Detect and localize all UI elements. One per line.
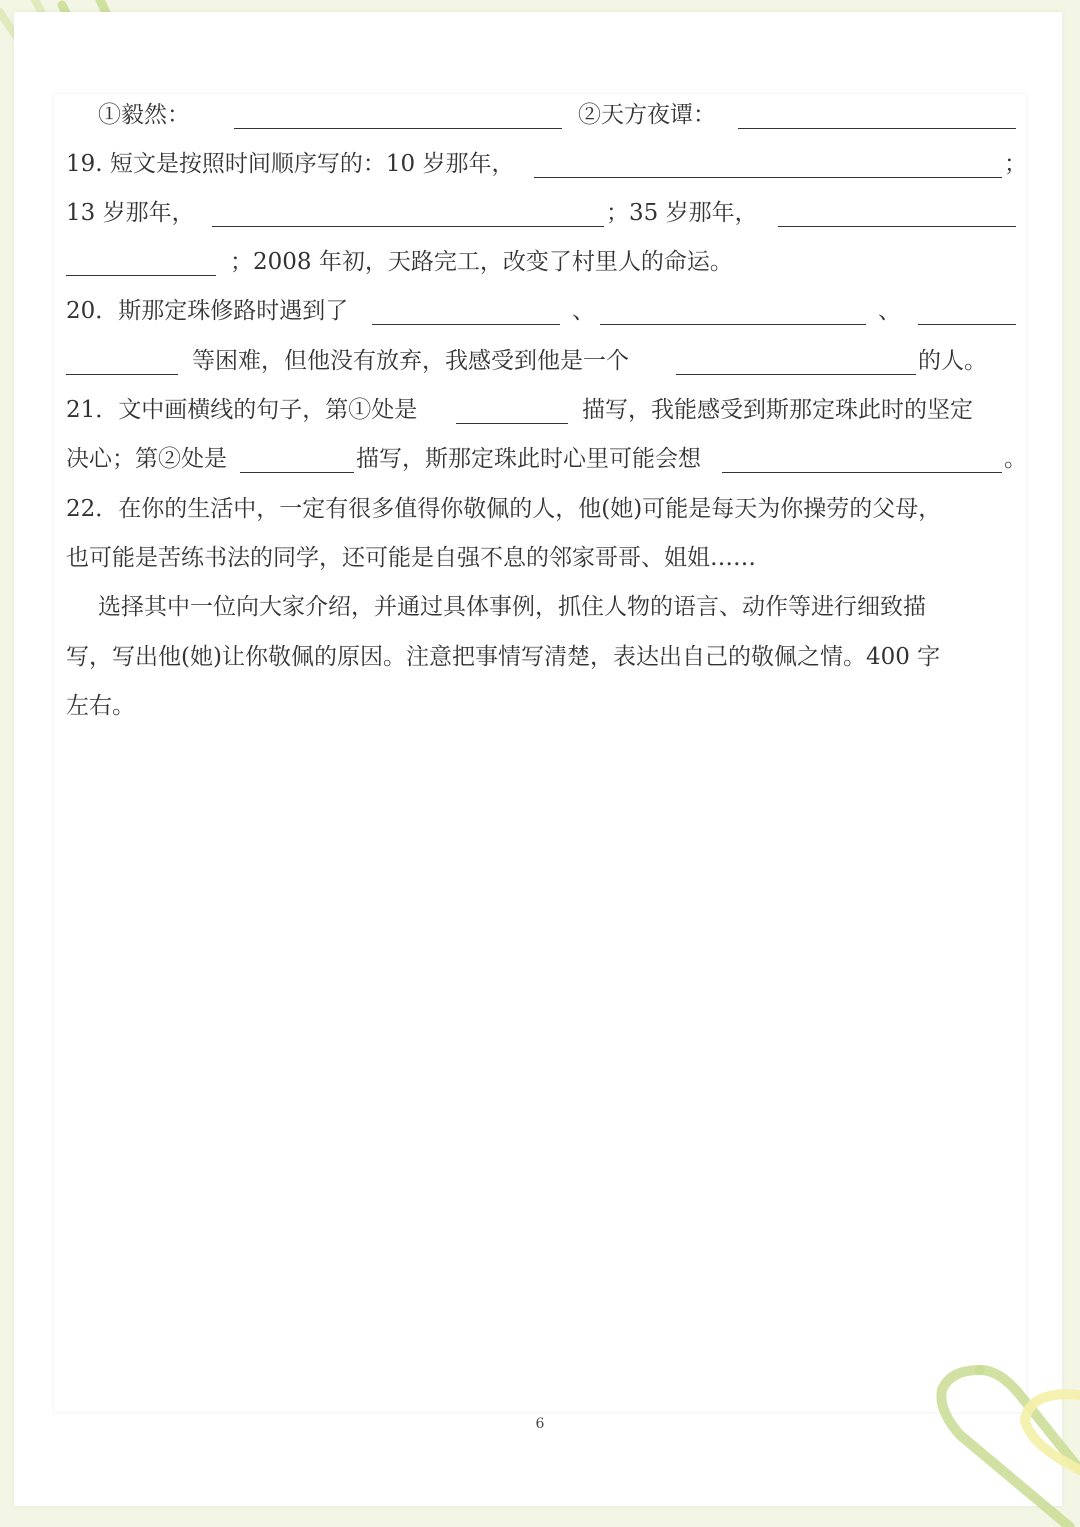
q22-line-2: 也可能是苦练书法的同学，还可能是自强不息的邻家哥哥、姐姐…… [66,545,756,571]
q22-line-3: 选择其中一位向大家介绍，并通过具体事例，抓住人物的语言、动作等进行细致描 [98,594,926,620]
q21-text: 描写，我能感受到斯那定珠此时的坚定 [582,397,973,423]
q19-text: 13 岁那年， [66,200,195,226]
q21-text: 描写，斯那定珠此时心里可能会想 [356,446,701,472]
answer-blank[interactable] [66,275,216,276]
answer-blank[interactable] [456,423,568,424]
q22-line-4: 写，写出他(她)让你敬佩的原因。注意把事情写清楚，表达出自己的敬佩之情。400 字 [66,644,941,670]
answer-blank[interactable] [240,472,354,473]
page-number: 6 [535,1416,545,1432]
q19-text: ；2008 年初，天路完工，改变了村里人的命运。 [230,249,733,275]
answer-blank[interactable] [534,177,1002,178]
answer-blank[interactable] [600,324,866,325]
answer-blank[interactable] [738,128,1016,129]
q18-line [66,98,1026,132]
q19-text: 19. 短文是按照时间顺序写的：10 岁那年， [66,151,515,177]
q21-text: 21．文中画横线的句子，第①处是 [66,397,418,423]
q20-sep: 、 [572,298,595,324]
answer-blank[interactable] [722,472,1002,473]
q21-punct: 。 [1004,446,1027,472]
q22-line-1: 22．在你的生活中，一定有很多值得你敬佩的人，他(她)可能是每天为你操劳的父母， [66,496,942,522]
answer-blank[interactable] [676,374,916,375]
q18-item-1: ①毅然： [98,102,190,128]
answer-blank[interactable] [918,324,1016,325]
answer-blank[interactable] [372,324,560,325]
q19-line-2 [66,196,1026,230]
q18-item-2: ②天方夜谭： [578,102,716,128]
answer-blank[interactable] [778,226,1016,227]
q20-line-2 [66,344,1026,378]
q20-text: 的人。 [918,348,987,374]
paperclip-icon-bottom-right [920,1350,1080,1527]
q21-text: 决心；第②处是 [66,446,227,472]
answer-blank[interactable] [66,374,178,375]
answer-blank[interactable] [234,128,562,129]
q19-line-3 [66,245,1026,279]
q20-sep: 、 [878,298,901,324]
q21-line-2 [66,442,1026,476]
answer-blank[interactable] [212,226,604,227]
q19-line-1 [66,147,1026,181]
q20-line-1 [66,294,1026,328]
q19-punct: ； [1004,151,1027,177]
q20-text: 20．斯那定珠修路时遇到了 [66,298,349,324]
q21-line-1 [66,393,1026,427]
q19-text: ；35 岁那年， [606,200,758,226]
worksheet-page [54,94,1026,1412]
q20-text: 等困难，但他没有放弃，我感受到他是一个 [192,348,629,374]
q22-line-5: 左右。 [66,693,135,719]
